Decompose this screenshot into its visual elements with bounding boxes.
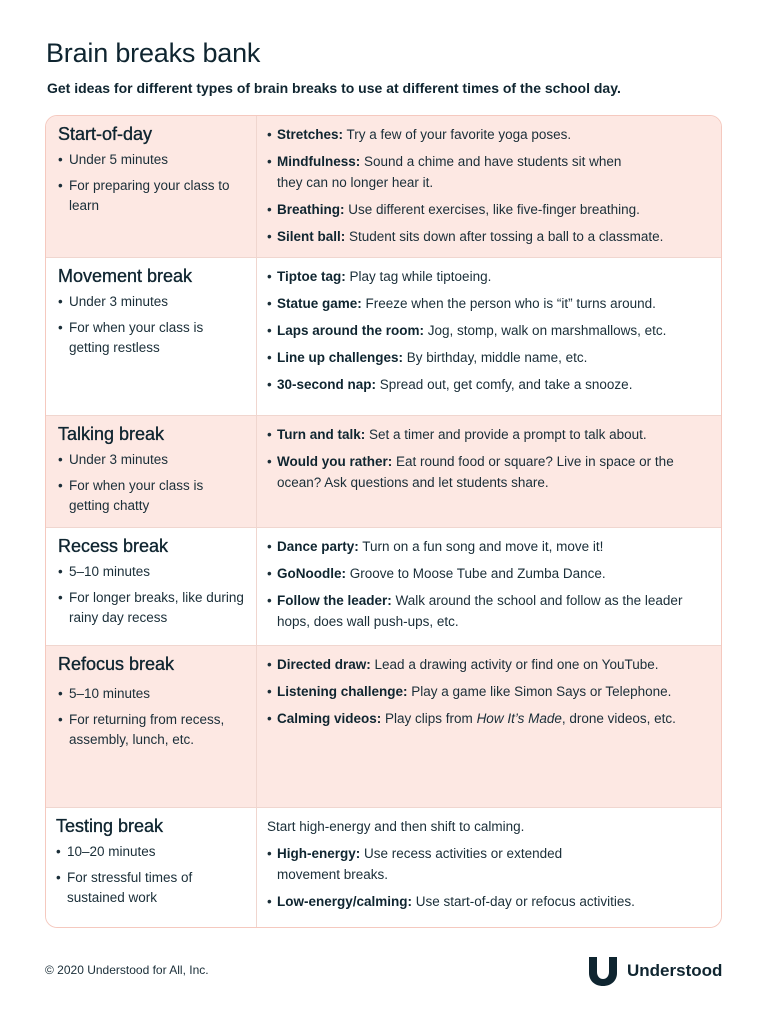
activity-label: Low-energy/calming: [277,894,413,909]
break-row-refocus [46,645,721,807]
activity-label: Silent ball: [277,229,346,244]
breaks-table [45,115,722,928]
break-info [46,416,257,527]
activity-item [267,590,697,632]
activity-text: Play clips from [381,711,477,726]
break-duration: • 5–10 minutes [58,562,256,582]
break-intro: Start high-energy and then shift to calming. [267,819,525,834]
activity-item [267,563,713,584]
break-row-movement [46,257,721,415]
activity-text: Groove to Moose Tube and Zumba Dance. [346,566,606,581]
activity-italic-title: How It’s Made [476,711,562,726]
copyright: © 2020 Understood for All, Inc. [45,963,209,977]
break-name: Start-of-day [58,124,153,144]
break-purpose: • For longer breaks, like during rainy day recess [58,588,244,628]
break-info [46,258,257,415]
activity-item [267,320,713,341]
activity-item [267,347,713,368]
break-purpose: • For stressful times of sustained work [56,868,227,908]
break-row-talking [46,415,721,527]
brand-name: Understood [627,961,723,980]
break-info [46,646,257,807]
activity-label: Breathing: [277,202,345,217]
break-name: Recess break [58,536,169,556]
break-row-testing [46,807,721,928]
break-duration: • Under 3 minutes [58,292,256,312]
break-info [46,808,257,928]
break-duration: • 10–20 minutes [56,842,256,862]
activity-item [267,266,713,287]
understood-logo-icon [586,955,620,987]
break-activities [257,258,721,415]
activity-item [267,199,713,220]
activity-item [267,891,713,912]
activity-item [267,293,713,314]
brand-logo [586,955,722,987]
activity-item [267,151,627,193]
break-info [46,528,257,645]
break-name: Testing break [56,816,164,836]
activity-label: Listening challenge: [277,684,408,699]
break-purpose: • For when your class is getting chatty [58,476,224,516]
break-activities [257,528,721,645]
activity-label: Follow the leader: [277,593,392,608]
activity-item [267,654,713,675]
activity-label: Tiptoe tag: [277,269,346,284]
activity-label: GoNoodle: [277,566,346,581]
break-activities [257,116,721,257]
activity-text: Use start-of-day or refocus activities. [412,894,635,909]
activity-label: Would you rather: [277,454,393,469]
break-duration: • Under 3 minutes [58,450,256,470]
activity-label: 30-second nap: [277,377,377,392]
activity-text: By birthday, middle name, etc. [403,350,588,365]
activity-text: Walk around the school and follow as the leader hops, does wall push-ups, etc. [277,593,683,629]
activity-text: Sound a chime and have students sit when they can no longer hear it. [277,154,622,190]
break-duration: • Under 5 minutes [58,150,256,170]
break-duration: • 5–10 minutes [58,684,256,704]
activity-label: Dance party: [277,539,359,554]
activity-label: Turn and talk: [277,427,366,442]
page-subtitle: Get ideas for different types of brain breaks to use at different times of the school day. [47,80,621,96]
activity-text: Play a game like Simon Says or Telephone. [407,684,672,699]
activity-label: Laps around the room: [277,323,425,338]
activity-label: Stretches: [277,127,344,142]
activity-text: Jog, stomp, walk on marshmallows, etc. [424,323,667,338]
activity-text: Use different exercises, like five-finger breathing. [344,202,640,217]
break-activities [257,416,721,527]
break-name: Refocus break [58,654,175,674]
activity-text: Lead a drawing activity or find one on YouTube. [370,657,659,672]
activity-item [267,374,713,395]
activity-text-after: , drone videos, etc. [561,711,676,726]
break-row-recess [46,527,721,645]
break-info [46,116,257,257]
activity-text: Use recess activities or extended movement breaks. [277,846,563,882]
break-purpose: • For preparing your class to learn [58,176,244,216]
activity-item [267,424,713,445]
activity-item [267,451,682,493]
break-purpose: • For returning from recess, assembly, lunch, etc. [58,710,259,750]
activity-item [267,536,713,557]
break-row-start-of-day [46,116,721,257]
activity-text: Turn on a fun song and move it, move it! [358,539,604,554]
activity-text: Student sits down after tossing a ball to a classmate. [345,229,664,244]
activity-item [267,124,713,145]
break-name: Movement break [58,266,193,286]
activity-label: High-energy: [277,846,361,861]
activity-text: Set a timer and provide a prompt to talk about. [365,427,647,442]
break-purpose: • For when your class is getting restless [58,318,229,358]
activity-label: Line up challenges: [277,350,404,365]
activity-text: Play tag while tiptoeing. [345,269,492,284]
activity-label: Statue game: [277,296,362,311]
break-name: Talking break [58,424,165,444]
activity-text: Spread out, get comfy, and take a snooze. [376,377,633,392]
break-activities [257,646,721,807]
activity-label: Calming videos: [277,711,382,726]
activity-item [267,843,617,885]
activity-item [267,681,713,702]
page-title: Brain breaks bank [46,38,261,68]
activity-label: Directed draw: [277,657,371,672]
activity-item [267,226,713,247]
activity-text: Eat round food or square? Live in space or the ocean? Ask questions and let students share. [277,454,674,490]
activity-text: Try a few of your favorite yoga poses. [343,127,572,142]
activity-item [267,708,713,729]
activity-label: Mindfulness: [277,154,361,169]
activity-text: Freeze when the person who is “it” turns around. [361,296,656,311]
break-activities [257,808,721,928]
